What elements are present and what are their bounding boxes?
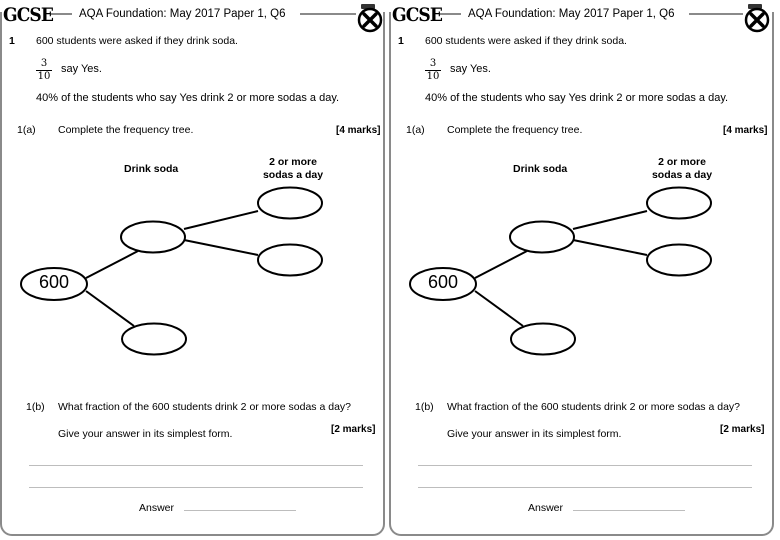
yes-node-answer[interactable] bbox=[510, 222, 574, 253]
part-b-instruction: Give your answer in its simplest form. bbox=[447, 428, 622, 440]
question-number: 1 bbox=[398, 35, 404, 47]
fraction-numerator: 3 bbox=[425, 58, 441, 71]
frequency-tree bbox=[389, 0, 779, 400]
part-b-question: What fraction of the 600 students drink 2 or more sodas a day? bbox=[447, 401, 740, 413]
answer-label: Answer bbox=[139, 502, 175, 514]
question-statement: 40% of the students who say Yes drink 2 or more sodas a day. bbox=[425, 92, 729, 104]
part-a-marks: [4 marks] bbox=[336, 125, 381, 136]
no-node-answer[interactable] bbox=[122, 324, 186, 355]
part-b-label: 1(b) bbox=[415, 401, 434, 413]
question-intro: 600 students were asked if they drink soda. bbox=[36, 35, 238, 47]
answer-line[interactable] bbox=[184, 510, 296, 511]
question-statement: 40% of the students who say Yes drink 2 or more sodas a day. bbox=[36, 92, 340, 104]
gcse-logo: GCSE bbox=[392, 4, 443, 26]
less-than-two-node-answer[interactable] bbox=[258, 245, 322, 276]
root-value: 600 bbox=[427, 272, 459, 292]
no-node-answer[interactable] bbox=[511, 324, 575, 355]
question-number: 1 bbox=[9, 35, 15, 47]
part-a-label: 1(a) bbox=[406, 124, 425, 136]
working-line[interactable] bbox=[29, 465, 363, 466]
working-line[interactable] bbox=[29, 487, 363, 488]
answer-label: Answer bbox=[528, 502, 564, 514]
question-intro: 600 students were asked if they drink soda. bbox=[425, 35, 627, 47]
part-a-label: 1(a) bbox=[17, 124, 36, 136]
heading-line-2: sodas a day bbox=[651, 169, 713, 181]
yes-node-answer[interactable] bbox=[121, 222, 185, 253]
fraction-denominator: 10 bbox=[37, 71, 51, 82]
two-or-more-node-answer[interactable] bbox=[647, 188, 711, 219]
say-yes-text: say Yes. bbox=[450, 63, 491, 75]
part-b-question: What fraction of the 600 students drink 2 or more sodas a day? bbox=[58, 401, 351, 413]
fraction-numerator: 3 bbox=[36, 58, 52, 71]
frequency-tree bbox=[0, 0, 390, 400]
paper-title: AQA Foundation: May 2017 Paper 1, Q6 bbox=[468, 8, 675, 20]
part-b-instruction: Give your answer in its simplest form. bbox=[58, 428, 233, 440]
fraction-denominator: 10 bbox=[426, 71, 440, 82]
two-or-more-node-answer[interactable] bbox=[258, 188, 322, 219]
drink-soda-heading: Drink soda bbox=[124, 163, 179, 175]
working-line[interactable] bbox=[418, 465, 752, 466]
answer-line[interactable] bbox=[573, 510, 685, 511]
part-a-marks: [4 marks] bbox=[723, 125, 768, 136]
heading-line-2: sodas a day bbox=[262, 169, 324, 181]
paper-title: AQA Foundation: May 2017 Paper 1, Q6 bbox=[79, 8, 286, 20]
part-a-instruction: Complete the frequency tree. bbox=[447, 124, 583, 136]
working-line[interactable] bbox=[418, 487, 752, 488]
less-than-two-node-answer[interactable] bbox=[647, 245, 711, 276]
gcse-logo: GCSE bbox=[3, 4, 54, 26]
heading-line-1: 2 or more bbox=[269, 156, 317, 168]
heading-line-1: 2 or more bbox=[658, 156, 706, 168]
part-b-marks: [2 marks] bbox=[331, 424, 376, 435]
part-b-marks: [2 marks] bbox=[720, 424, 765, 435]
part-a-instruction: Complete the frequency tree. bbox=[58, 124, 194, 136]
worksheet-panel-right bbox=[389, 0, 779, 540]
root-value: 600 bbox=[38, 272, 70, 292]
drink-soda-heading: Drink soda bbox=[513, 163, 568, 175]
say-yes-text: say Yes. bbox=[61, 63, 102, 75]
part-b-label: 1(b) bbox=[26, 401, 45, 413]
